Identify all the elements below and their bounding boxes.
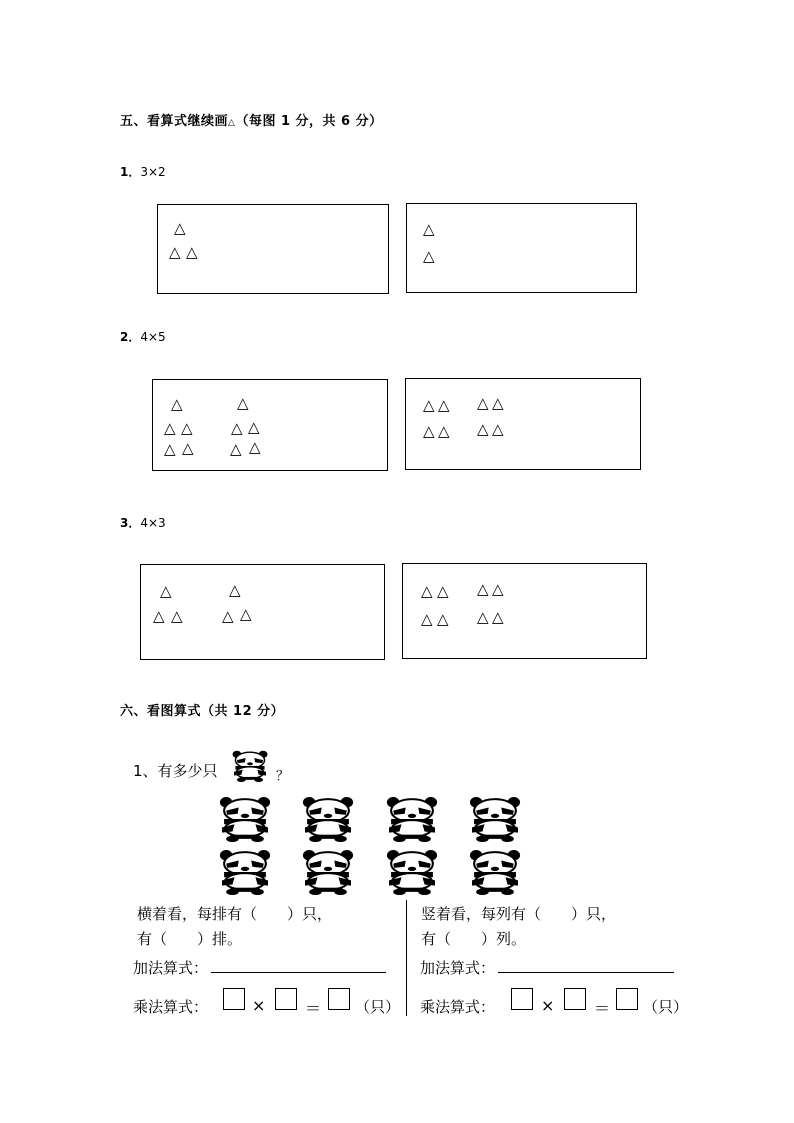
triangle: △	[423, 220, 435, 238]
triangle: △	[421, 610, 433, 628]
triangle: △	[249, 438, 261, 456]
right-factor-1-box[interactable]	[511, 988, 533, 1010]
triangle: △	[240, 605, 252, 623]
left-multiplication-label: 乘法算式：	[133, 998, 209, 1016]
triangle: △	[421, 582, 433, 600]
question-expression: 3×2	[140, 165, 166, 179]
left-addition-answer-line[interactable]	[211, 972, 386, 973]
triangle: △	[160, 582, 172, 600]
right-count-question: 有（ ）列。	[421, 930, 527, 948]
question-expression: 4×5	[140, 330, 166, 344]
triangle: △	[230, 440, 242, 458]
question-1-label	[120, 163, 166, 180]
triangle: △	[169, 243, 181, 261]
right-factor-2-box[interactable]	[564, 988, 586, 1010]
triangle: △	[153, 607, 165, 625]
drawing-box-3-left	[140, 564, 385, 660]
triangle: △	[492, 394, 504, 412]
question-number: 3．	[120, 516, 141, 530]
question-1-suffix: ？	[276, 769, 290, 784]
section-5-title	[120, 110, 383, 129]
drawing-box-1-right	[406, 203, 637, 293]
question-1-prefix: 1、有多少只	[133, 762, 218, 780]
triangle: △	[222, 607, 234, 625]
question-number: 2．	[120, 330, 141, 344]
right-addition-answer-line[interactable]	[498, 972, 674, 973]
equals-sign: ＝	[305, 999, 322, 1018]
drawing-box-2-left	[152, 379, 388, 471]
triangle: △	[437, 610, 449, 628]
left-product-box[interactable]	[328, 988, 350, 1010]
drawing-box-1-left	[157, 204, 389, 294]
panda-image	[384, 849, 440, 895]
section-5-title-text: 五、看算式继续画	[120, 114, 229, 129]
triangle: △	[231, 419, 243, 437]
equals-sign: ＝	[594, 999, 611, 1018]
drawing-box-2-right	[405, 378, 641, 470]
triangle: △	[477, 420, 489, 438]
triangle: △	[492, 420, 504, 438]
triangle: △	[477, 580, 489, 598]
panda-image	[384, 796, 440, 842]
triangle: △	[423, 396, 435, 414]
right-unit: （只）	[643, 998, 689, 1016]
triangle: △	[248, 418, 260, 436]
triangle: △	[164, 440, 176, 458]
panda-image	[467, 849, 523, 895]
panda-image	[467, 796, 523, 842]
panda-image	[300, 849, 356, 895]
triangle: △	[492, 608, 504, 626]
triangle: △	[182, 439, 194, 457]
times-sign: ×	[541, 996, 555, 1015]
panda-image	[217, 849, 273, 895]
triangle: △	[423, 422, 435, 440]
triangle: △	[437, 582, 449, 600]
triangle: △	[237, 394, 249, 412]
triangle: △	[171, 395, 183, 413]
left-row-question: 横着看，每排有（ ）只，	[137, 905, 333, 923]
column-divider	[406, 900, 407, 1016]
left-factor-1-box[interactable]	[223, 988, 245, 1010]
left-addition-label: 加法算式：	[133, 959, 209, 977]
right-addition-label: 加法算式：	[420, 959, 496, 977]
triangle: △	[477, 394, 489, 412]
question-number: 1．	[120, 165, 141, 179]
right-multiplication-label: 乘法算式：	[420, 998, 496, 1016]
triangle: △	[171, 607, 183, 625]
question-2-label	[120, 328, 166, 345]
triangle: △	[229, 581, 241, 599]
triangle: △	[438, 396, 450, 414]
drawing-box-3-right	[402, 563, 647, 659]
panda-icon	[231, 750, 269, 782]
triangle-symbol: △	[228, 118, 236, 128]
section-6-title: 六、看图算式（共 12 分）	[120, 704, 285, 719]
left-factor-2-box[interactable]	[275, 988, 297, 1010]
triangle: △	[186, 243, 198, 261]
section-5-score: （每图 1 分，共 6 分）	[235, 114, 383, 129]
question-3-label	[120, 514, 166, 531]
triangle: △	[174, 219, 186, 237]
question-expression: 4×3	[140, 516, 166, 530]
right-product-box[interactable]	[616, 988, 638, 1010]
triangle: △	[438, 422, 450, 440]
left-count-question: 有（ ）排。	[137, 930, 243, 948]
times-sign: ×	[252, 996, 266, 1015]
panda-image	[300, 796, 356, 842]
right-column-question: 竖着看，每列有（ ）只，	[421, 905, 617, 923]
panda-image	[217, 796, 273, 842]
triangle: △	[477, 608, 489, 626]
triangle: △	[423, 247, 435, 265]
left-unit: （只）	[355, 998, 401, 1016]
triangle: △	[492, 580, 504, 598]
triangle: △	[164, 419, 176, 437]
triangle: △	[181, 419, 193, 437]
